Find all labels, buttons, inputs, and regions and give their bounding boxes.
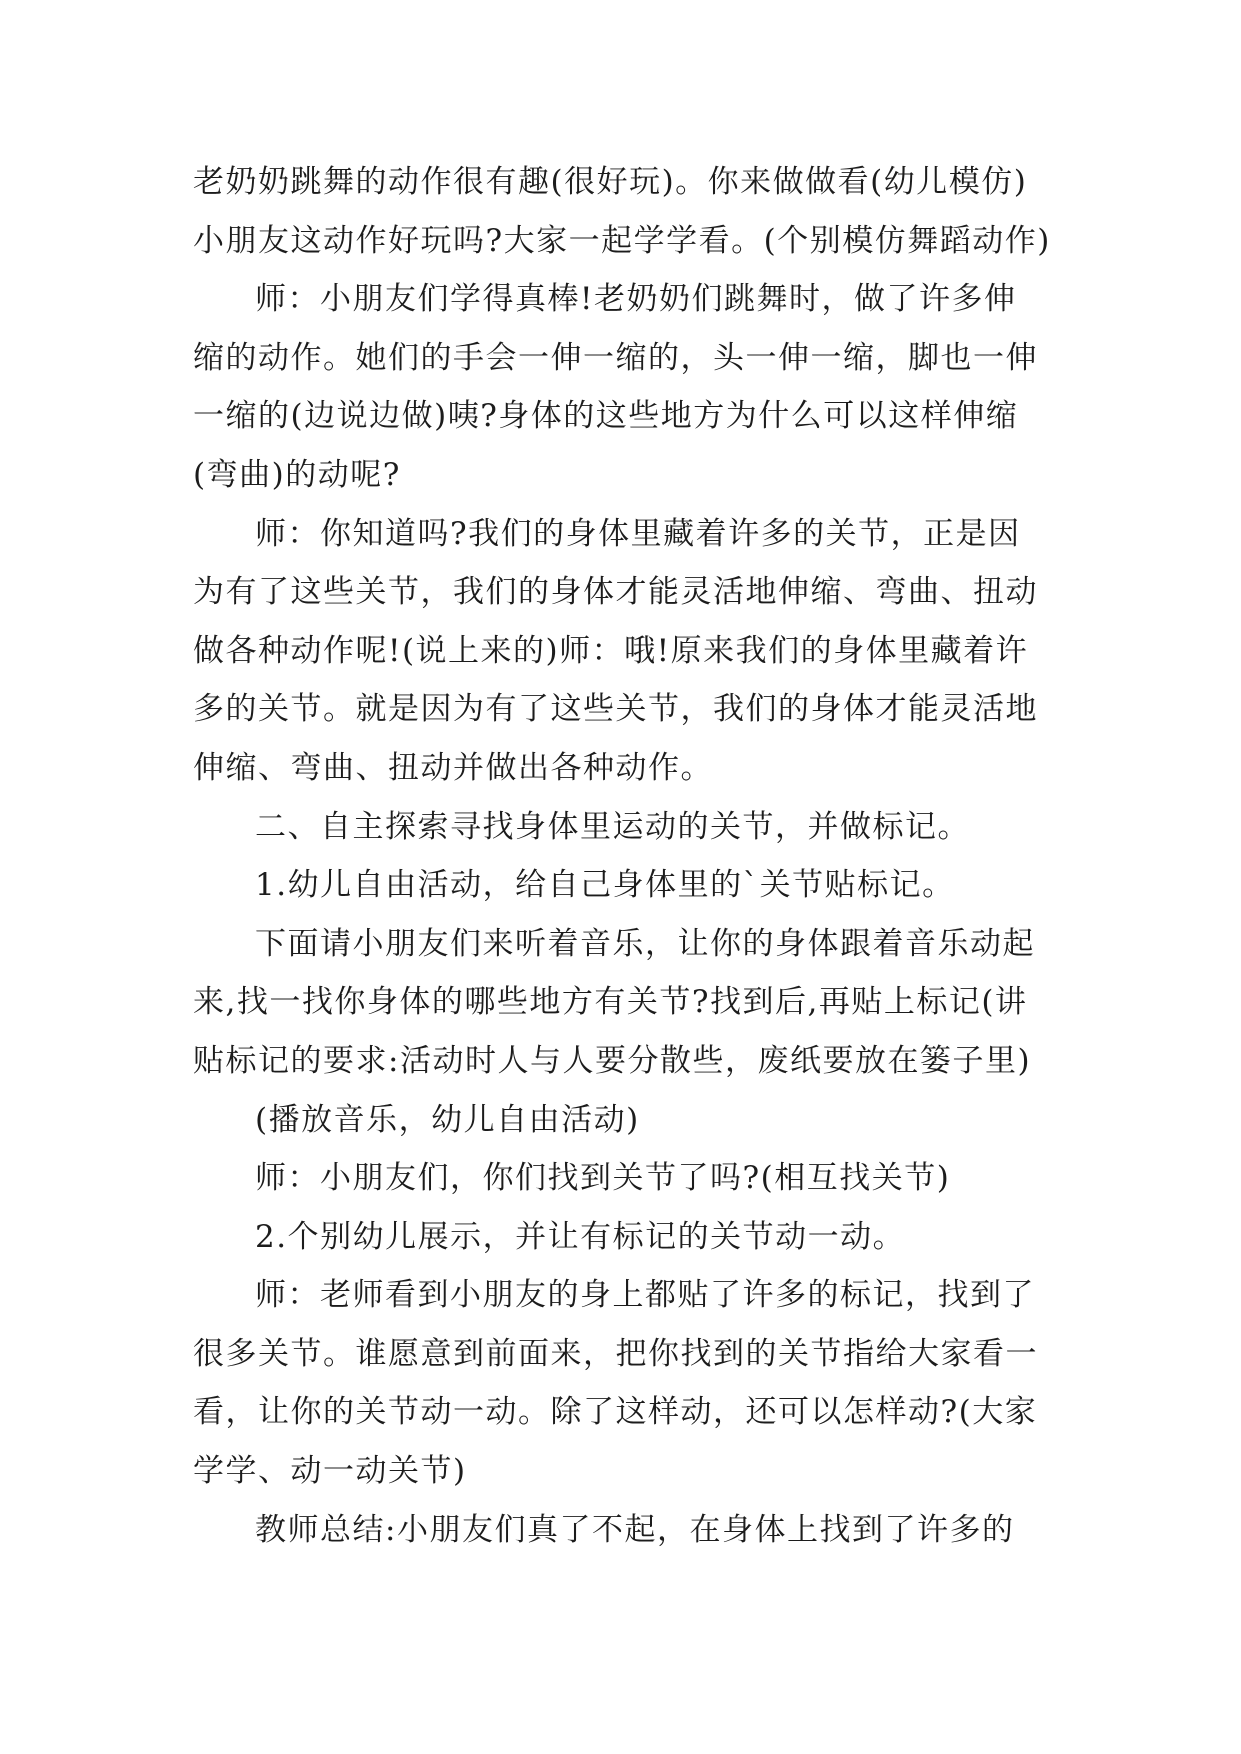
text-line: 看，让你的关节动一动。除了这样动，还可以怎样动?(大家: [193, 1394, 1038, 1431]
text-line: 师：小朋友们学得真棒!老奶奶们跳舞时，做了许多伸: [255, 281, 1017, 318]
text-line: 来,找一找你身体的哪些地方有关节?找到后,再贴上标记(讲: [193, 984, 1028, 1021]
text-line: 师：老师看到小朋友的身上都贴了许多的标记，找到了: [255, 1277, 1035, 1314]
text-line: 伸缩、弯曲、扭动并做出各种动作。: [193, 749, 713, 786]
text-line: 贴标记的要求:活动时人与人要分散些，废纸要放在篓子里): [193, 1042, 1032, 1079]
text-line: 多的关节。就是因为有了这些关节，我们的身体才能灵活地: [193, 691, 1038, 728]
text-line: 为有了这些关节，我们的身体才能灵活地伸缩、弯曲、扭动: [193, 574, 1038, 611]
text-line: 缩的动作。她们的手会一伸一缩的，头一伸一缩，脚也一伸: [193, 339, 1038, 376]
document-body: [193, 153, 1053, 1559]
text-line: 学学、动一动关节): [193, 1453, 467, 1490]
text-line: 教师总结:小朋友们真了不起，在身体上找到了许多的: [255, 1511, 1015, 1548]
text-line: 小朋友这动作好玩吗?大家一起学学看。(个别模仿舞蹈动作): [193, 222, 1051, 259]
text-line: 2.个别幼儿展示，并让有标记的关节动一动。: [255, 1218, 906, 1255]
text-line: 下面请小朋友们来听着音乐，让你的身体跟着音乐动起: [255, 925, 1035, 962]
text-line: 很多关节。谁愿意到前面来，把你找到的关节指给大家看一: [193, 1335, 1038, 1372]
text-line: 师：你知道吗?我们的身体里藏着许多的关节，正是因: [255, 515, 1021, 552]
text-line: 一缩的(边说边做)咦?身体的这些地方为什么可以这样伸缩: [193, 398, 1019, 435]
text-line: 做各种动作呢!(说上来的)师：哦!原来我们的身体里藏着许: [193, 632, 1029, 669]
text-line: (播放音乐，幼儿自由活动): [255, 1101, 640, 1138]
text-line: 师：小朋友们，你们找到关节了吗?(相互找关节): [255, 1160, 951, 1197]
section-heading: 二、自主探索寻找身体里运动的关节，并做标记。: [255, 808, 970, 845]
text-line: 1.幼儿自由活动，给自己身体里的`关节贴标记。: [255, 867, 955, 904]
text-line: (弯曲)的动呢?: [193, 456, 401, 493]
text-line: 老奶奶跳舞的动作很有趣(很好玩)。你来做做看(幼儿模仿): [193, 164, 1028, 200]
